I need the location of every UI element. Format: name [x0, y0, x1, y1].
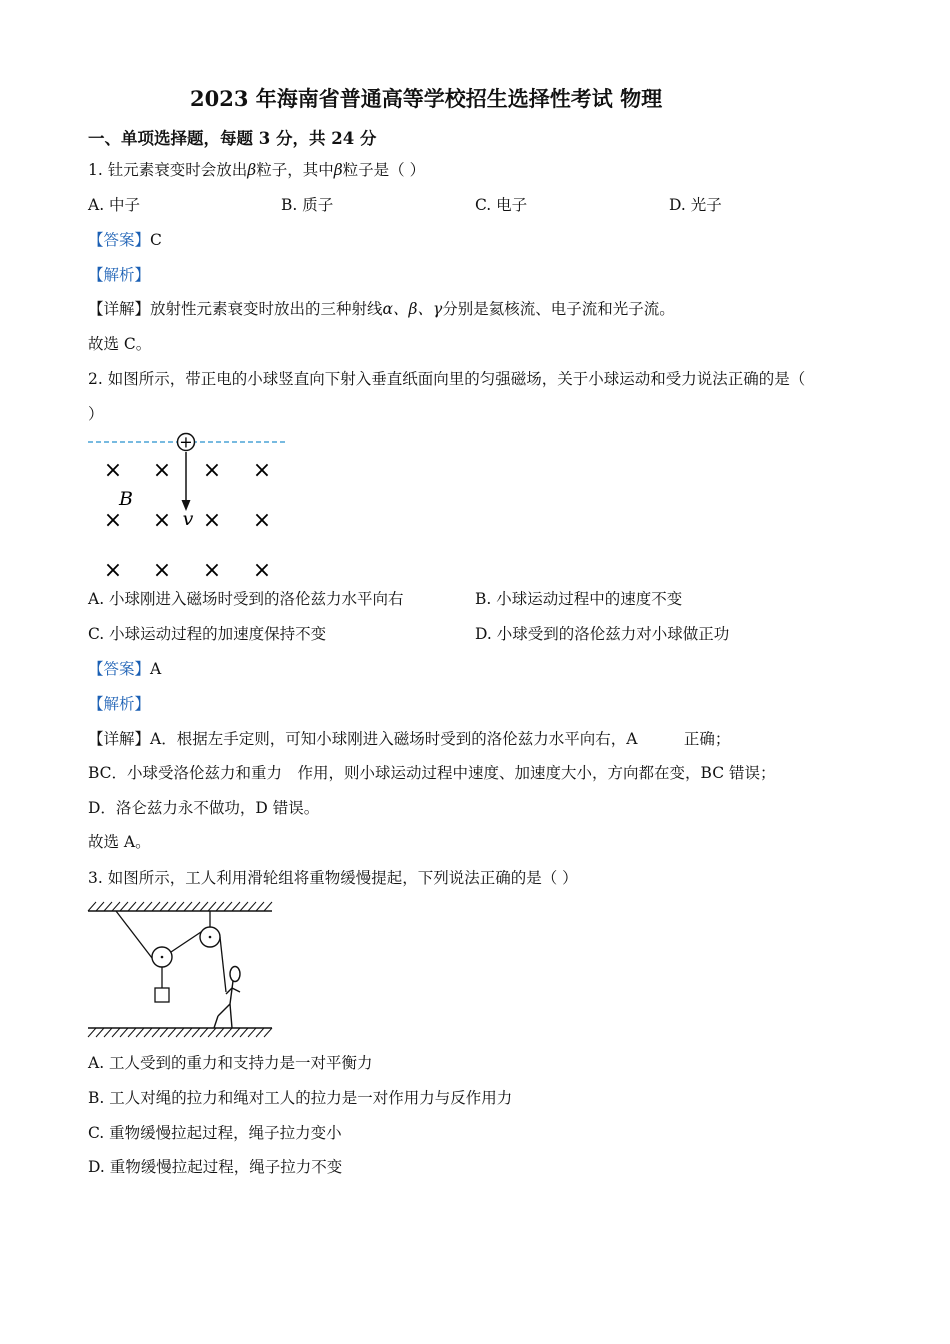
- q2-detail-line2: BC．小球受洛伦兹力和重力 作用，则小球运动过程中速度、加速度大小，方向都在变，BC 错误；: [88, 764, 776, 782]
- velocity-label: v: [182, 508, 194, 530]
- q3-stem: 3. 如图所示，工人利用滑轮组将重物缓慢提起，下列说法正确的是（ ）: [88, 869, 578, 887]
- detail-tag: 【详解】: [88, 300, 151, 318]
- q2-conclusion: 故选 A。: [88, 833, 151, 851]
- q1-detail-part-a: 放射性元素衰变时放出的三种射线: [150, 300, 383, 318]
- section-heading: 一、单项选择题，每题 3 分，共 24 分: [88, 129, 377, 148]
- field-cross: ×: [252, 508, 272, 533]
- answer-value: A: [150, 660, 162, 678]
- q1-stem: [88, 160, 425, 180]
- answer-tag: 【答案】: [88, 231, 151, 249]
- q3-option-a: A. 工人受到的重力和支持力是一对平衡力: [88, 1054, 373, 1072]
- q2-detail-line1: [88, 729, 730, 749]
- q1-option-c: C. 电子: [475, 196, 528, 214]
- q1-analysis-tag: 【解析】: [88, 266, 151, 284]
- magnetic-field-figure: [86, 430, 296, 582]
- field-cross: ×: [152, 558, 172, 582]
- q1-option-b: B. 质子: [281, 196, 334, 214]
- q1-option-a: A. 中子: [88, 196, 141, 214]
- field-cross: ×: [152, 458, 172, 483]
- field-cross: ×: [252, 458, 272, 483]
- ceiling: [88, 902, 272, 911]
- field-cross: ×: [103, 458, 123, 483]
- q1-conclusion: 故选 C。: [88, 335, 152, 353]
- q1-beta-symbol: β: [247, 161, 257, 179]
- q2-stem-line2: ）: [88, 405, 104, 423]
- q1-answer: [88, 230, 162, 250]
- movable-pulley-axle: [161, 956, 164, 959]
- q1-greek-symbols: α、β、γ: [382, 300, 443, 318]
- q2-detail-line3: D．洛仑兹力永不做功，D 错误。: [88, 799, 320, 817]
- positive-charge-symbol: +: [179, 432, 193, 452]
- field-cross: ×: [252, 558, 272, 582]
- q1-option-d: D. 光子: [669, 196, 722, 214]
- answer-value: C: [150, 231, 162, 249]
- q1-detail-part-b: 分别是氦核流、电子流和光子流。: [442, 300, 675, 318]
- pulley-system-figure: [86, 900, 276, 1040]
- q2-option-b: B. 小球运动过程中的速度不变: [475, 590, 683, 608]
- q2-stem-line1: 2. 如图所示，带正电的小球竖直向下射入垂直纸面向里的匀强磁场，关于小球运动和受力说法正确的是（: [88, 370, 806, 388]
- field-cross: ×: [202, 558, 222, 582]
- field-cross: ×: [202, 508, 222, 533]
- q2-option-d: D. 小球受到的洛伦兹力对小球做正功: [475, 625, 730, 643]
- detail-tag: 【详解】: [88, 730, 151, 748]
- q3-option-c: C. 重物缓慢拉起过程，绳子拉力变小: [88, 1124, 342, 1142]
- q2-option-c: C. 小球运动过程的加速度保持不变: [88, 625, 327, 643]
- q2-detail-text: A．根据左手定则，可知小球刚进入磁场时受到的洛伦兹力水平向右，A 正确；: [150, 730, 731, 748]
- field-cross: ×: [202, 458, 222, 483]
- q2-option-a: A. 小球刚进入磁场时受到的洛伦兹力水平向右: [88, 590, 404, 608]
- field-cross: ×: [103, 558, 123, 582]
- worker-figure: [214, 967, 240, 1029]
- q2-answer: [88, 659, 161, 679]
- field-cross: ×: [103, 508, 123, 533]
- q1-stem-part-a: 1. 钍元素衰变时会放出: [88, 161, 248, 179]
- field-cross: ×: [152, 508, 172, 533]
- ground: [88, 1028, 272, 1037]
- answer-tag: 【答案】: [88, 660, 151, 678]
- fixed-pulley-axle: [209, 936, 212, 939]
- weight-block: [155, 988, 169, 1002]
- page-title: 2023 年海南省普通高等学校招生选择性考试 物理: [190, 86, 663, 111]
- q1-detail: [88, 299, 675, 319]
- field-label: B: [119, 488, 133, 510]
- q3-option-b: B. 工人对绳的拉力和绳对工人的拉力是一对作用力与反作用力: [88, 1089, 513, 1107]
- q2-analysis-tag: 【解析】: [88, 695, 151, 713]
- q3-option-d: D. 重物缓慢拉起过程，绳子拉力不变: [88, 1158, 343, 1176]
- q1-stem-part-b: 粒子，其中: [256, 161, 334, 179]
- q1-beta-symbol: β: [333, 161, 343, 179]
- q1-stem-part-c: 粒子是（ ）: [342, 161, 426, 179]
